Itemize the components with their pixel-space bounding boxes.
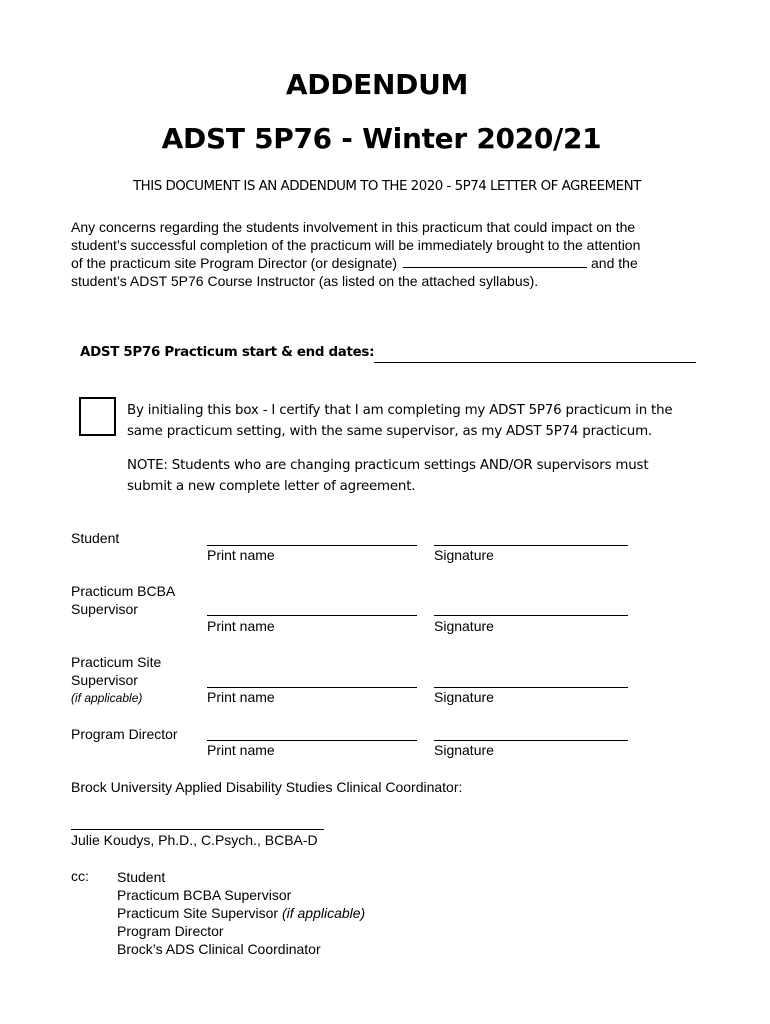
student-signature-field[interactable] — [434, 545, 628, 546]
practicum-dates-label: ADST 5P76 Practicum start & end dates: — [80, 345, 375, 360]
signer-label-line-2: Supervisor — [71, 601, 138, 617]
signer-label-line-1: Practicum Site — [71, 654, 162, 670]
intro-line-4: student’s ADST 5P76 Course Instructor (as listed on the attached syllabus). — [71, 273, 539, 289]
clinical-coordinator-signature-field[interactable] — [71, 829, 324, 830]
signature-caption: Signature — [434, 547, 494, 563]
certification-line-2: same practicum setting, with the same supervisor, as my ADST 5P74 practicum. — [127, 424, 652, 439]
print-name-caption: Print name — [207, 618, 275, 634]
cc-label: cc: — [71, 868, 89, 884]
intro-line-3-start: of the practicum site Program Director (or designate) — [71, 255, 398, 271]
note-line-2: submit a new complete letter of agreement. — [127, 479, 416, 494]
if-applicable-note: (if applicable) — [281, 905, 366, 921]
cc-item: Student — [117, 869, 166, 885]
certification-line-1: By initialing this box - I certify that I am completing my ADST 5P76 practicum in the — [127, 403, 673, 418]
course-title: ADST 5P76 - Winter 2020/21 — [161, 122, 602, 155]
print-name-caption: Print name — [207, 742, 275, 758]
signer-label-line-2: Supervisor — [71, 672, 138, 688]
note-statement — [127, 455, 648, 497]
addendum-subtitle: THIS DOCUMENT IS AN ADDENDUM TO THE 2020 - 5P74 LETTER OF AGREEMENT — [133, 179, 641, 194]
cc-item: Brock’s ADS Clinical Coordinator — [117, 941, 321, 957]
bcba-supervisor-signature-field[interactable] — [434, 615, 628, 616]
signer-label-site-supervisor — [71, 653, 161, 707]
note-line-1: NOTE: Students who are changing practicum settings AND/OR supervisors must — [127, 458, 649, 473]
signer-label-program-director: Program Director — [71, 726, 178, 742]
signer-label-student: Student — [71, 530, 120, 546]
initials-checkbox[interactable] — [79, 397, 116, 436]
program-director-print-name-field[interactable] — [207, 740, 417, 741]
clinical-coordinator-label: Brock University Applied Disability Studies Clinical Coordinator: — [71, 779, 463, 795]
certification-statement — [127, 400, 672, 442]
site-supervisor-print-name-field[interactable] — [207, 687, 417, 688]
signature-caption: Signature — [434, 742, 494, 758]
cc-item: Practicum Site Supervisor (if applicable) — [117, 905, 366, 921]
intro-line-2: student’s successful completion of the practicum will be immediately brought to the attention — [71, 237, 641, 253]
cc-item: Program Director — [117, 923, 224, 939]
clinical-coordinator-name: Julie Koudys, Ph.D., C.Psych., BCBA-D — [71, 832, 318, 848]
print-name-caption: Print name — [207, 689, 275, 705]
site-supervisor-signature-field[interactable] — [434, 687, 628, 688]
signer-label-bcba-supervisor — [71, 582, 175, 618]
cc-item: Practicum BCBA Supervisor — [117, 887, 292, 903]
program-director-signature-field[interactable] — [434, 740, 628, 741]
intro-line-3 — [71, 254, 711, 272]
intro-line-1: Any concerns regarding the students involvement in this practicum that could impact on the — [71, 219, 636, 235]
practicum-dates-field[interactable] — [374, 362, 696, 363]
intro-paragraph — [71, 218, 711, 290]
bcba-supervisor-print-name-field[interactable] — [207, 615, 417, 616]
signature-caption: Signature — [434, 689, 494, 705]
signature-caption: Signature — [434, 618, 494, 634]
signer-label-line-1: Practicum BCBA — [71, 583, 176, 599]
program-director-name-field[interactable] — [403, 255, 587, 268]
student-print-name-field[interactable] — [207, 545, 417, 546]
intro-line-3-end: and the — [591, 255, 638, 271]
document-title: ADDENDUM — [285, 68, 469, 101]
if-applicable-note: (if applicable) — [71, 691, 143, 705]
cc-list — [117, 868, 365, 958]
print-name-caption: Print name — [207, 547, 275, 563]
